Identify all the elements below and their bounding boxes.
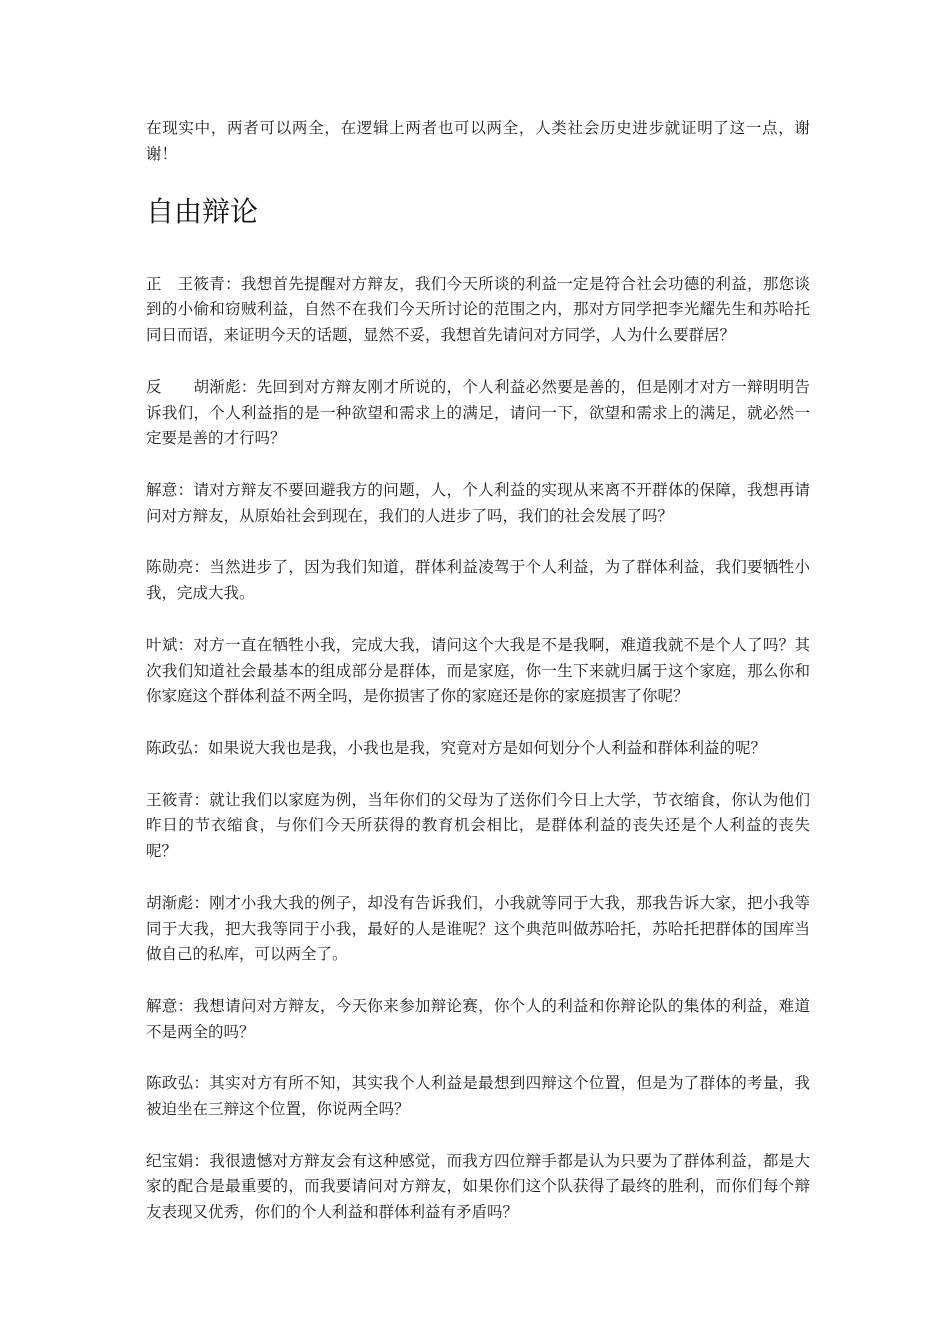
debate-paragraph: 解意：我想请问对方辩友，今天你来参加辩论赛，你个人的利益和你辩论队的集体的利益，难道不是两全的吗？ (146, 996, 810, 1041)
debate-paragraph: 纪宝娟：我很遗憾对方辩友会有这种感觉，而我方四位辩手都是认为只要为了群体利益，都是大家的配合是最重要的，而我要请问对方辩友，如果你们这个队获得了最终的胜利，而你们每个辩友表现又优秀，你们的个人利益和群体利益有矛盾吗？ (146, 1151, 810, 1222)
document-page (146, 116, 810, 1226)
debate-paragraph: 解意：请对方辩友不要回避我方的问题，人，个人利益的实现从来离不开群体的保障，我想再请问对方辩友，从原始社会到现在，我们的人进步了吗，我们的社会发展了吗？ (146, 480, 810, 525)
debate-paragraph: 叶斌：对方一直在牺牲小我，完成大我，请问这个大我是不是我啊，难道我就不是个人了吗？其次我们知道社会最基本的组成部分是群体，而是家庭，你一生下来就归属于这个家庭，那么你和你家庭这个群体利益不两全吗，是你损害了你的家庭还是你的家庭损害了你呢？ (146, 635, 810, 706)
debate-paragraph: 陈政弘：其实对方有所不知，其实我个人利益是最想到四辩这个位置，但是为了群体的考量，我被迫坐在三辩这个位置，你说两全吗？ (146, 1074, 810, 1119)
debate-paragraph: 陈勋亮：当然进步了，因为我们知道，群体利益凌驾于个人利益，为了群体利益，我们要牺牲小我，完成大我。 (146, 558, 810, 603)
debate-paragraph: 正 王筱青：我想首先提醒对方辩友，我们今天所谈的利益一定是符合社会功德的利益，那您谈到的小偷和窃贼利益，自然不在我们今天所讨论的范围之内，那对方同学把李光耀先生和苏哈托同日而语，来证明今天的话题，显然不妥，我想首先请问对方同学，人为什么要群居？ (146, 274, 810, 345)
section-title: 自由辩论 (146, 194, 259, 228)
debate-paragraph: 反 胡渐彪：先回到对方辩友刚才所说的，个人利益必然要是善的，但是刚才对方一辩明明告诉我们，个人利益指的是一种欲望和需求上的满足，请问一下，欲望和需求上的满足，就必然一定要是善的才行吗？ (146, 377, 810, 448)
debate-paragraph: 陈政弘：如果说大我也是我，小我也是我，究竟对方是如何划分个人利益和群体利益的呢？ (146, 738, 767, 757)
debate-paragraph: 王筱青：就让我们以家庭为例，当年你们的父母为了送你们今日上大学，节衣缩食，你认为他们昨日的节衣缩食，与你们今天所获得的教育机会相比，是群体利益的丧失还是个人利益的丧失呢？ (146, 790, 810, 861)
debate-paragraph: 胡渐彪：刚才小我大我的例子，却没有告诉我们，小我就等同于大我，那我告诉大家，把小我等同于大我，把大我等同于小我，最好的人是谁呢？这个典范叫做苏哈托，苏哈托把群体的国库当做自己的私库，可以两全了。 (146, 893, 810, 964)
intro-paragraph: 在现实中，两者可以两全，在逻辑上两者也可以两全，人类社会历史进步就证明了这一点，谢谢！ (146, 119, 810, 163)
